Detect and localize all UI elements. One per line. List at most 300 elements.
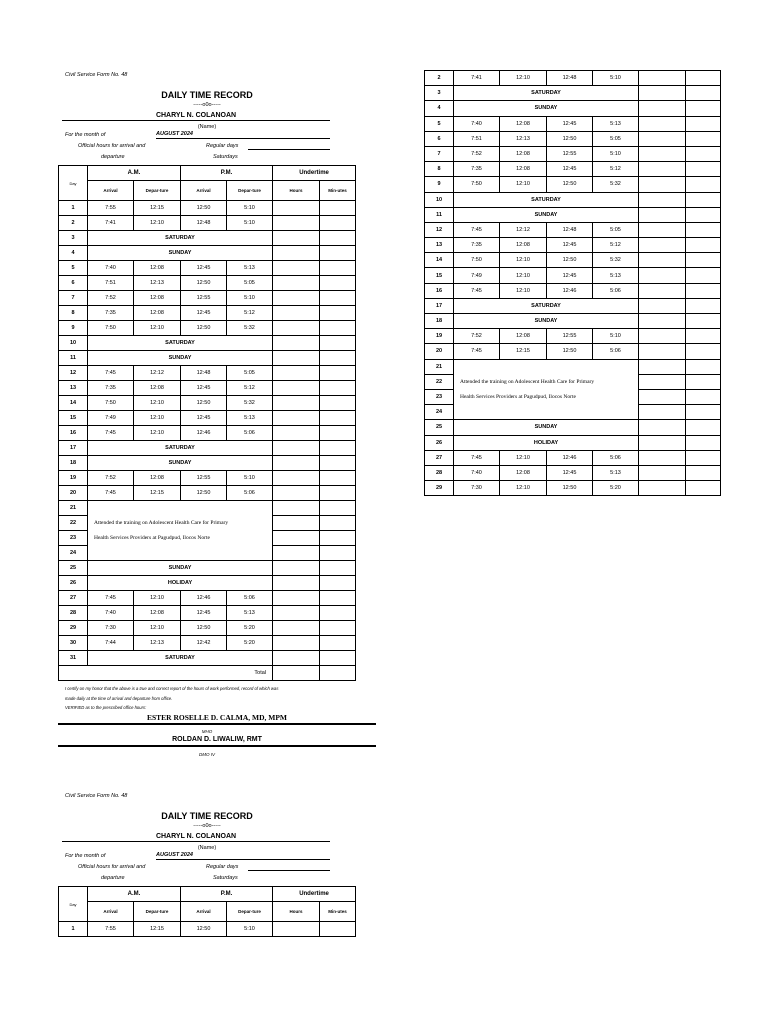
undertime-hours-cell [273, 516, 320, 531]
table-row [59, 471, 356, 486]
table-row [59, 201, 356, 216]
pm-departure-cell: 5:32 [593, 177, 639, 192]
dtr-continuation [424, 70, 721, 496]
pm-arrival-cell: 12:46 [547, 450, 593, 465]
pm-departure-cell: 5:12 [593, 238, 639, 253]
undertime-minutes-cell [320, 261, 356, 276]
am-departure-cell: 12:15 [134, 486, 181, 501]
day-cell: 13 [425, 238, 454, 253]
pm-arrival-cell: 12:48 [181, 216, 227, 231]
undertime-hours-cell [273, 411, 320, 426]
table-row [425, 481, 721, 496]
am-arrival-cell: 7:44 [88, 636, 134, 651]
undertime-minutes-cell [686, 283, 721, 298]
day-status-cell: SATURDAY [88, 231, 273, 246]
dtr-table-2 [58, 886, 356, 937]
table-row [59, 426, 356, 441]
table-header [59, 887, 356, 922]
pm-departure-cell: 5:06 [593, 344, 639, 359]
am-arrival-cell: 7:41 [454, 71, 500, 86]
table-row [425, 222, 721, 237]
pm-departure-cell: 5:10 [593, 146, 639, 161]
table-row [59, 381, 356, 396]
pm-header: P.M. [181, 166, 273, 181]
day-header: Day [59, 166, 88, 201]
pm-departure-cell: 5:20 [227, 621, 273, 636]
day-cell: 16 [59, 426, 88, 441]
am-departure-cell: 12:10 [500, 71, 547, 86]
day-cell: 22 [425, 374, 454, 389]
undertime-hours-cell [273, 201, 320, 216]
day-cell: 28 [425, 465, 454, 480]
day-cell: 21 [59, 501, 88, 516]
month-value: AUGUST 2024 [156, 131, 330, 139]
table-row [59, 922, 356, 937]
undertime-minutes-cell [320, 201, 356, 216]
am-departure-cell: 12:08 [134, 306, 181, 321]
pm-arrival-cell: 12:50 [181, 396, 227, 411]
undertime-hours-cell [273, 216, 320, 231]
am-departure-cell: 12:10 [134, 411, 181, 426]
pm-arrival-cell: 12:45 [181, 411, 227, 426]
day-cell: 7 [425, 146, 454, 161]
pm-departure-cell: 5:06 [593, 283, 639, 298]
table-row [59, 261, 356, 276]
pm-arrival-cell: 12:50 [547, 344, 593, 359]
undertime-hours-cell [273, 531, 320, 546]
signatory-2-name: ROLDAN D. LIWALIW, RMT [58, 736, 376, 747]
day-cell: 4 [425, 101, 454, 116]
undertime-minutes-cell [686, 222, 721, 237]
employee-name: CHARYL N. COLANOAN [62, 833, 330, 842]
total-minutes-cell [320, 666, 356, 681]
pm-departure-cell: 5:05 [593, 222, 639, 237]
day-cell: 30 [59, 636, 88, 651]
pm-departure-cell: 5:05 [227, 366, 273, 381]
form-title: DAILY TIME RECORD [161, 811, 253, 821]
official-hours-row [58, 864, 356, 886]
regular-days-line [248, 149, 330, 150]
hours-header: Hours [273, 902, 320, 922]
am-arrival-cell: 7:35 [454, 162, 500, 177]
undertime-hours-cell [273, 231, 320, 246]
pm-arrival-cell: 12:45 [547, 116, 593, 131]
verified-label: VERIFIED as to the prescribed office hours: [65, 705, 147, 710]
month-value: AUGUST 2024 [156, 852, 330, 860]
signatory-2-role: DMO IV [198, 752, 215, 757]
table-row [425, 101, 721, 116]
undertime-minutes-cell [320, 381, 356, 396]
table-row [425, 86, 721, 101]
undertime-minutes-cell [320, 246, 356, 261]
table-row [59, 486, 356, 501]
undertime-minutes-cell [320, 306, 356, 321]
am-arrival-cell: 7:35 [88, 381, 134, 396]
am-arrival-cell: 7:40 [88, 261, 134, 276]
undertime-hours-cell [639, 131, 686, 146]
pm-arrival-cell: 12:45 [547, 162, 593, 177]
form-title: DAILY TIME RECORD [161, 90, 253, 100]
table-row [425, 435, 721, 450]
table-row [59, 456, 356, 471]
day-status-cell: SUNDAY [88, 561, 273, 576]
day-cell: 29 [425, 481, 454, 496]
departure-label: departure [101, 154, 125, 160]
undertime-hours-cell [639, 146, 686, 161]
undertime-minutes-cell [320, 651, 356, 666]
day-cell: 8 [59, 306, 88, 321]
undertime-hours-cell [639, 268, 686, 283]
pm-arrival-cell: 12:50 [181, 276, 227, 291]
employee-name: CHARYL N. COLANOAN [62, 112, 330, 121]
undertime-hours-cell [639, 435, 686, 450]
day-cell: 11 [59, 351, 88, 366]
undertime-minutes-cell [686, 71, 721, 86]
regular-days-label: Regular days [206, 864, 239, 870]
pm-departure-cell: 5:06 [593, 450, 639, 465]
undertime-minutes-cell [686, 268, 721, 283]
remarks-cell [88, 546, 273, 561]
am-arrival-cell: 7:55 [88, 922, 134, 937]
saturdays-label: Saturdays [213, 154, 238, 160]
pm-departure-cell: 5:10 [227, 922, 273, 937]
day-cell: 12 [59, 366, 88, 381]
am-arrival-cell: 7:50 [88, 396, 134, 411]
pm-arrival-cell: 12:50 [181, 621, 227, 636]
am-arrival-cell: 7:40 [454, 465, 500, 480]
day-status-cell: SATURDAY [88, 651, 273, 666]
am-departure-cell: 12:12 [134, 366, 181, 381]
table-row [59, 246, 356, 261]
am-departure-cell: 12:10 [500, 450, 547, 465]
table-row [425, 177, 721, 192]
undertime-hours-cell [273, 426, 320, 441]
undertime-minutes-cell [320, 216, 356, 231]
undertime-hours-cell [639, 374, 686, 389]
table-row [425, 146, 721, 161]
table-row [425, 389, 721, 404]
am-departure-cell: 12:08 [134, 261, 181, 276]
day-cell: 23 [425, 389, 454, 404]
pm-departure-cell: 5:13 [593, 116, 639, 131]
remarks-cell [454, 405, 639, 420]
pm-departure-cell: 5:06 [227, 591, 273, 606]
undertime-hours-cell [273, 306, 320, 321]
day-status-cell: SATURDAY [88, 441, 273, 456]
pm-departure-cell: 5:10 [593, 329, 639, 344]
undertime-minutes-cell [686, 314, 721, 329]
am-arrival-cell: 7:35 [454, 238, 500, 253]
am-header: A.M. [88, 166, 181, 181]
table-row [425, 465, 721, 480]
undertime-hours-cell [273, 576, 320, 591]
undertime-hours-cell [639, 405, 686, 420]
am-departure-cell: 12:08 [500, 465, 547, 480]
am-departure-cell: 12:10 [500, 283, 547, 298]
pm-departure-cell: 5:20 [227, 636, 273, 651]
pm-arrival-cell: 12:50 [547, 177, 593, 192]
certification-line-1: I certify on my honor that the above is a true and correct report of the hours of work performed, record of which was [65, 686, 279, 691]
am-departure-cell: 12:13 [500, 131, 547, 146]
table-row [59, 516, 356, 531]
am-departure-cell: 12:10 [134, 216, 181, 231]
undertime-hours-cell [273, 486, 320, 501]
form-number: Civil Service Form No. 48 [65, 72, 128, 78]
day-cell: 9 [425, 177, 454, 192]
arrival-header: Arrival [181, 902, 227, 922]
pm-arrival-cell: 12:50 [181, 321, 227, 336]
pm-departure-cell: 5:12 [227, 306, 273, 321]
pm-arrival-cell: 12:55 [181, 471, 227, 486]
day-cell: 1 [59, 922, 88, 937]
table-row [59, 651, 356, 666]
table-row [59, 321, 356, 336]
pm-arrival-cell: 12:46 [547, 283, 593, 298]
month-label: For the month of [65, 853, 106, 859]
remarks-cell: Attended the training on Adolescent Health Care for Primary [88, 516, 273, 531]
am-departure-cell: 12:08 [500, 162, 547, 177]
pm-departure-cell: 5:32 [593, 253, 639, 268]
remarks-cell [88, 501, 273, 516]
remarks-cell: Health Services Providers at Pagudpud, Ilocos Norte [454, 389, 639, 404]
day-cell: 10 [59, 336, 88, 351]
undertime-hours-cell [273, 621, 320, 636]
day-cell: 14 [425, 253, 454, 268]
am-header: A.M. [88, 887, 181, 902]
dtr-table-1 [58, 165, 356, 681]
am-arrival-cell: 7:40 [454, 116, 500, 131]
minutes-header: Min-utes [320, 902, 356, 922]
table-row [59, 621, 356, 636]
table-header [59, 166, 356, 201]
table-row [425, 420, 721, 435]
pm-arrival-cell: 12:48 [547, 71, 593, 86]
table-body [59, 922, 356, 937]
am-arrival-cell: 7:55 [88, 201, 134, 216]
day-cell: 4 [59, 246, 88, 261]
day-cell: 24 [59, 546, 88, 561]
name-label: (Name) [197, 845, 217, 851]
day-status-cell: HOLIDAY [454, 435, 639, 450]
undertime-hours-cell [273, 651, 320, 666]
am-arrival-cell: 7:49 [454, 268, 500, 283]
official-hours-row [58, 143, 356, 165]
undertime-minutes-cell [320, 516, 356, 531]
undertime-hours-cell [273, 246, 320, 261]
table-row [59, 591, 356, 606]
certification-line-2: made daily at the time of arrival and departure from office. [65, 696, 173, 701]
pm-arrival-cell: 12:50 [547, 131, 593, 146]
am-arrival-cell: 7:45 [454, 222, 500, 237]
undertime-hours-cell [639, 238, 686, 253]
am-arrival-cell: 7:35 [88, 306, 134, 321]
pm-arrival-cell: 12:45 [547, 465, 593, 480]
day-status-cell: SUNDAY [88, 351, 273, 366]
table-row [59, 216, 356, 231]
pm-arrival-cell: 12:45 [181, 381, 227, 396]
am-arrival-cell: 7:50 [454, 177, 500, 192]
undertime-hours-cell [273, 591, 320, 606]
table-row [425, 71, 721, 86]
day-cell: 24 [425, 405, 454, 420]
hours-header: Hours [273, 181, 320, 201]
day-cell: 5 [425, 116, 454, 131]
undertime-minutes-cell [320, 231, 356, 246]
table-row [425, 253, 721, 268]
day-cell: 18 [59, 456, 88, 471]
am-arrival-cell: 7:45 [88, 426, 134, 441]
day-cell: 12 [425, 222, 454, 237]
dtr-form-1 [58, 72, 356, 757]
am-departure-cell: 12:10 [134, 426, 181, 441]
day-cell: 21 [425, 359, 454, 374]
undertime-minutes-cell [686, 374, 721, 389]
am-departure-cell: 12:15 [500, 344, 547, 359]
undertime-hours-cell [639, 450, 686, 465]
undertime-hours-cell [273, 276, 320, 291]
name-label: (Name) [197, 124, 217, 130]
departure-header: Depar-ture [227, 181, 273, 201]
table-row [425, 298, 721, 313]
remarks-cell: Attended the training on Adolescent Health Care for Primary [454, 374, 639, 389]
pm-departure-cell: 5:13 [593, 268, 639, 283]
table-row [425, 405, 721, 420]
undertime-minutes-cell [320, 411, 356, 426]
day-status-cell: HOLIDAY [88, 576, 273, 591]
am-arrival-cell: 7:30 [454, 481, 500, 496]
day-status-cell: SATURDAY [454, 86, 639, 101]
pm-departure-cell: 5:12 [227, 381, 273, 396]
table-row [59, 576, 356, 591]
am-departure-cell: 12:10 [500, 177, 547, 192]
undertime-hours-cell [273, 321, 320, 336]
day-cell: 6 [425, 131, 454, 146]
undertime-minutes-cell [686, 177, 721, 192]
pm-arrival-cell: 12:50 [547, 481, 593, 496]
undertime-minutes-cell [320, 336, 356, 351]
pm-departure-cell: 5:20 [593, 481, 639, 496]
pm-arrival-cell: 12:42 [181, 636, 227, 651]
undertime-hours-cell [273, 336, 320, 351]
day-cell: 2 [425, 71, 454, 86]
undertime-hours-cell [639, 101, 686, 116]
undertime-hours-cell [273, 396, 320, 411]
table-row [59, 336, 356, 351]
undertime-minutes-cell [320, 501, 356, 516]
table-row [425, 374, 721, 389]
table-row [425, 314, 721, 329]
am-departure-cell: 12:10 [500, 268, 547, 283]
form-number: Civil Service Form No. 48 [65, 793, 128, 799]
table-row [425, 162, 721, 177]
pm-arrival-cell: 12:46 [181, 591, 227, 606]
undertime-hours-cell [273, 366, 320, 381]
table-row [59, 561, 356, 576]
undertime-hours-cell [273, 922, 320, 937]
am-arrival-cell: 7:45 [454, 450, 500, 465]
undertime-hours-cell [273, 561, 320, 576]
undertime-minutes-cell [686, 146, 721, 161]
undertime-minutes-cell [686, 192, 721, 207]
am-arrival-cell: 7:52 [88, 291, 134, 306]
undertime-hours-cell [639, 298, 686, 313]
day-cell: 26 [59, 576, 88, 591]
dtr-form-2 [58, 793, 356, 937]
pm-arrival-cell: 12:50 [547, 253, 593, 268]
undertime-minutes-cell [320, 606, 356, 621]
undertime-minutes-cell [686, 131, 721, 146]
day-cell: 22 [59, 516, 88, 531]
undertime-hours-cell [273, 471, 320, 486]
table-row [425, 329, 721, 344]
month-row [58, 131, 356, 141]
am-arrival-cell: 7:49 [88, 411, 134, 426]
undertime-minutes-cell [686, 389, 721, 404]
undertime-hours-cell [273, 501, 320, 516]
undertime-minutes-cell [320, 531, 356, 546]
undertime-hours-cell [639, 162, 686, 177]
am-arrival-cell: 7:51 [88, 276, 134, 291]
day-cell: 19 [425, 329, 454, 344]
am-departure-cell: 12:12 [500, 222, 547, 237]
am-arrival-cell: 7:45 [454, 344, 500, 359]
day-cell: 5 [59, 261, 88, 276]
table-row [425, 268, 721, 283]
am-departure-cell: 12:08 [500, 146, 547, 161]
pm-departure-cell: 5:06 [227, 426, 273, 441]
am-arrival-cell: 7:40 [88, 606, 134, 621]
undertime-minutes-cell [320, 636, 356, 651]
undertime-hours-cell [639, 481, 686, 496]
departure-header: Depar-ture [134, 902, 181, 922]
undertime-hours-cell [273, 546, 320, 561]
day-status-cell: SUNDAY [454, 314, 639, 329]
table-row [59, 411, 356, 426]
table-row [59, 441, 356, 456]
table-row [425, 450, 721, 465]
undertime-hours-cell [639, 314, 686, 329]
table-row [59, 396, 356, 411]
undertime-hours-cell [273, 441, 320, 456]
undertime-minutes-cell [320, 426, 356, 441]
pm-arrival-cell: 12:46 [181, 426, 227, 441]
am-arrival-cell: 7:45 [454, 283, 500, 298]
am-arrival-cell: 7:50 [88, 321, 134, 336]
undertime-hours-cell [639, 116, 686, 131]
certification-text [65, 684, 356, 704]
separator: -----o0o----- [193, 823, 221, 829]
undertime-hours-cell [273, 606, 320, 621]
am-arrival-cell: 7:51 [454, 131, 500, 146]
day-status-cell: SUNDAY [454, 101, 639, 116]
day-cell: 6 [59, 276, 88, 291]
undertime-minutes-cell [686, 405, 721, 420]
month-row [58, 852, 356, 862]
pm-header: P.M. [181, 887, 273, 902]
undertime-minutes-cell [320, 291, 356, 306]
table-row [425, 344, 721, 359]
undertime-minutes-cell [686, 86, 721, 101]
undertime-hours-cell [639, 389, 686, 404]
day-cell: 8 [425, 162, 454, 177]
undertime-minutes-cell [320, 456, 356, 471]
remarks-cell [454, 359, 639, 374]
day-cell: 17 [59, 441, 88, 456]
undertime-hours-cell [639, 222, 686, 237]
month-label: For the month of [65, 132, 106, 138]
table-row [425, 283, 721, 298]
am-departure-cell: 12:10 [134, 591, 181, 606]
